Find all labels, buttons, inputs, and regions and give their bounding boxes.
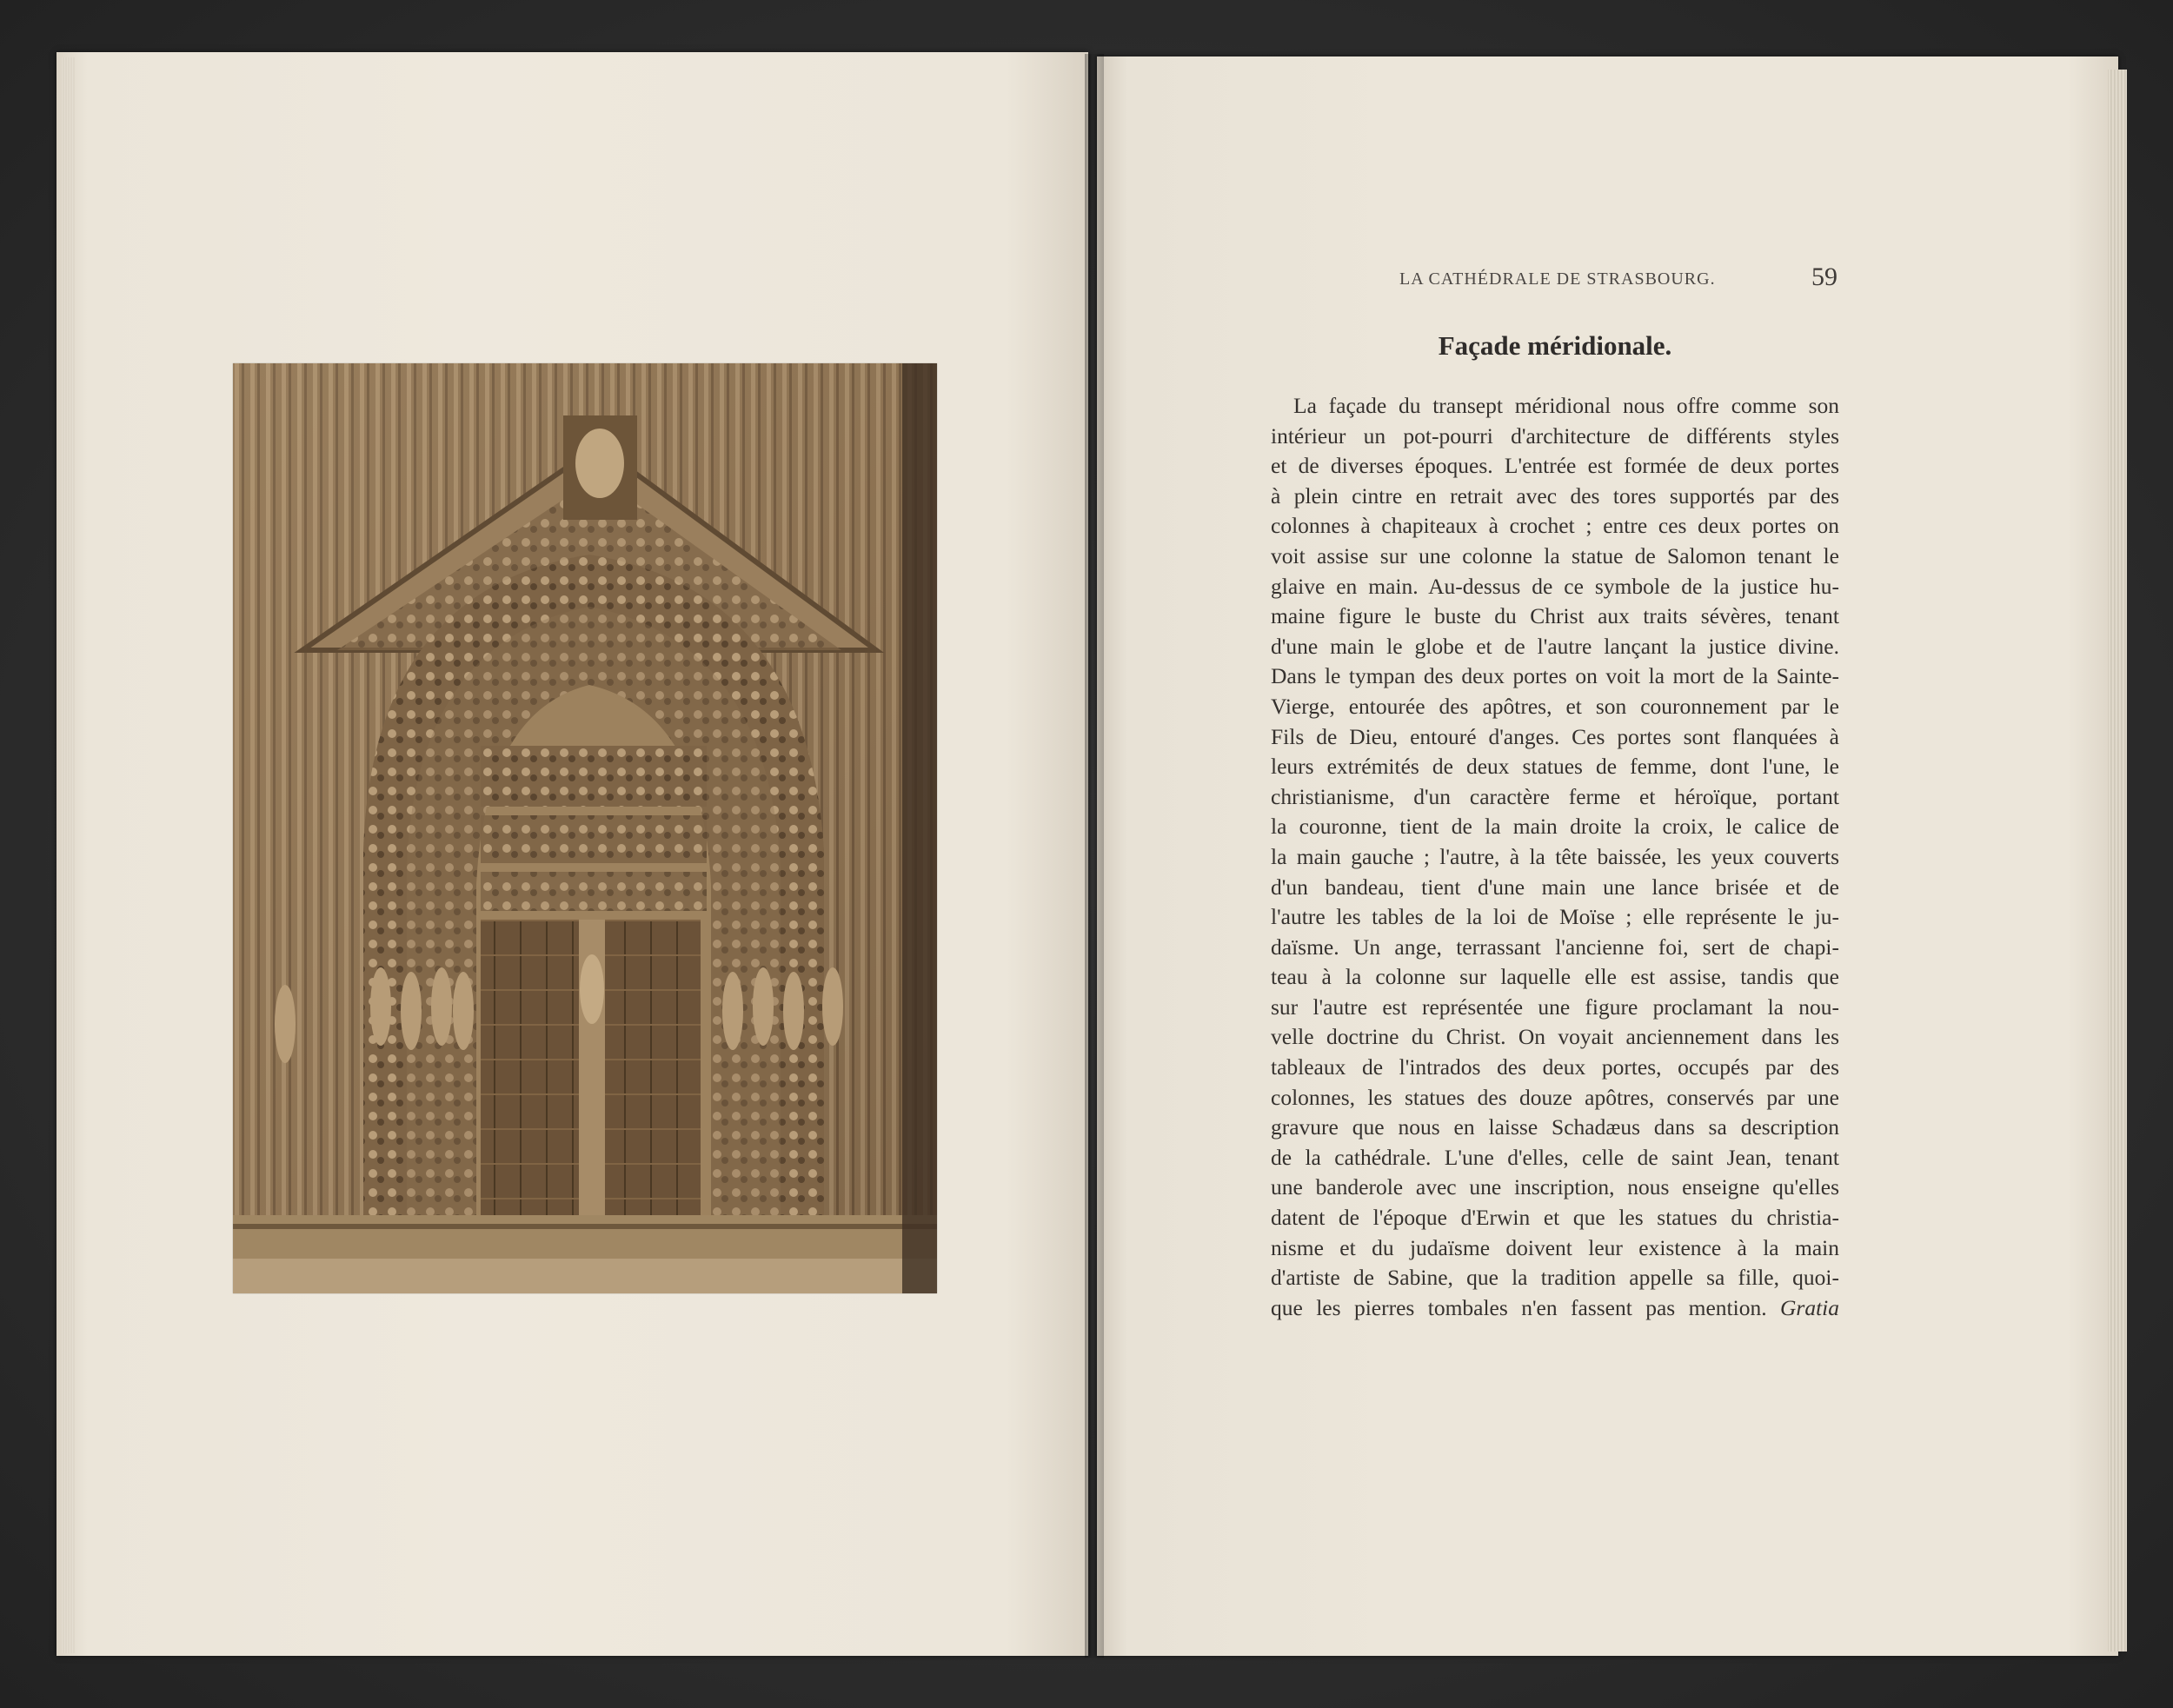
text-line: d'une main le globe et de l'autre lançant la justice divine. [1271,633,1839,659]
text-line: une banderole avec une inscription, nous enseigne qu'elles [1271,1174,1839,1200]
text-line: maine figure le buste du Christ aux traits sévères, tenant [1271,603,1839,629]
text-line: la main gauche ; l'autre, à la tête baissée, les yeux couverts [1271,843,1839,869]
text-line: Dans le tympan des deux portes on voit la mort de la Sainte- [1271,663,1839,689]
left-page-edge [61,57,75,1653]
portal-illustration [233,363,937,1293]
text-line: et de diverses époques. L'entrée est formée de deux portes [1271,453,1839,479]
text-line: la couronne, tient de la main droite la croix, le calice de [1271,814,1839,840]
text-line: Fils de Dieu, entouré d'anges. Ces portes sont flanquées à [1271,723,1839,749]
text-line: de la cathédrale. L'une d'elles, celle de saint Jean, tenant [1271,1144,1839,1170]
text-line: sur l'autre est représentée une figure proclamant la nou- [1271,994,1839,1020]
text-line: d'un bandeau, tient d'une main une lance brisée et de [1271,874,1839,900]
text-line: tableaux de l'intrados des deux portes, occupés par des [1271,1054,1839,1080]
running-head: LA CATHÉDRALE DE STRASBOURG. [1399,269,1716,289]
text-line: Vierge, entourée des apôtres, et son couronnement par le [1271,693,1839,719]
text-line: à plein cintre en retrait avec des tores supportés par des [1271,482,1839,508]
text-line: La façade du transept méridional nous offre comme son [1293,393,1839,418]
text-line: d'artiste de Sabine, que la tradition appelle sa fille, quoi- [1271,1265,1839,1291]
italic-word: Gratia [1779,1294,1839,1320]
text-line: nisme et du judaïsme doivent leur existence à la main [1271,1234,1839,1260]
text-line: daïsme. Un ange, terrassant l'ancienne foi, sert de chapi- [1271,934,1839,960]
text-line: teau à la colonne sur laquelle elle est assise, tandis que [1271,964,1839,990]
text-line: leurs extrémités de deux statues de femme, dont l'une, le [1271,754,1839,780]
text-line: colonnes à chapiteaux à crochet ; entre ces deux portes on [1271,513,1839,539]
text-line: l'autre les tables de la loi de Moïse ; elle représente le ju- [1271,904,1839,930]
text-line: colonnes, les statues des douze apôtres, conservés par une [1271,1084,1839,1110]
right-page-edge [2108,70,2127,1652]
section-title: Façade méridionale. [1438,330,1672,361]
book-gutter [1085,54,1104,1658]
text-line: christianisme, d'un caractère ferme et héroïque, portant [1271,783,1839,809]
body-text [1271,391,1839,1323]
text-line: velle doctrine du Christ. On voyait anciennement dans les [1271,1024,1839,1050]
text-line: gravure que nous en laisse Schadæus dans sa description [1271,1114,1839,1140]
text-line: datent de l'époque d'Erwin et que les statues du christia- [1271,1205,1839,1231]
text-line: voit assise sur une colonne la statue de Salomon tenant le [1271,542,1839,568]
text-line: glaive en main. Au-dessus de ce symbole de la justice hu- [1271,573,1839,599]
cathedral-portal-photograph [233,363,937,1293]
text-line: que les pierres tombales n'en fassent pas mention. Gratia [1271,1294,1839,1320]
page-number: 59 [1811,263,1837,291]
text-line: intérieur un pot-pourri d'architecture de différents styles [1271,422,1839,449]
